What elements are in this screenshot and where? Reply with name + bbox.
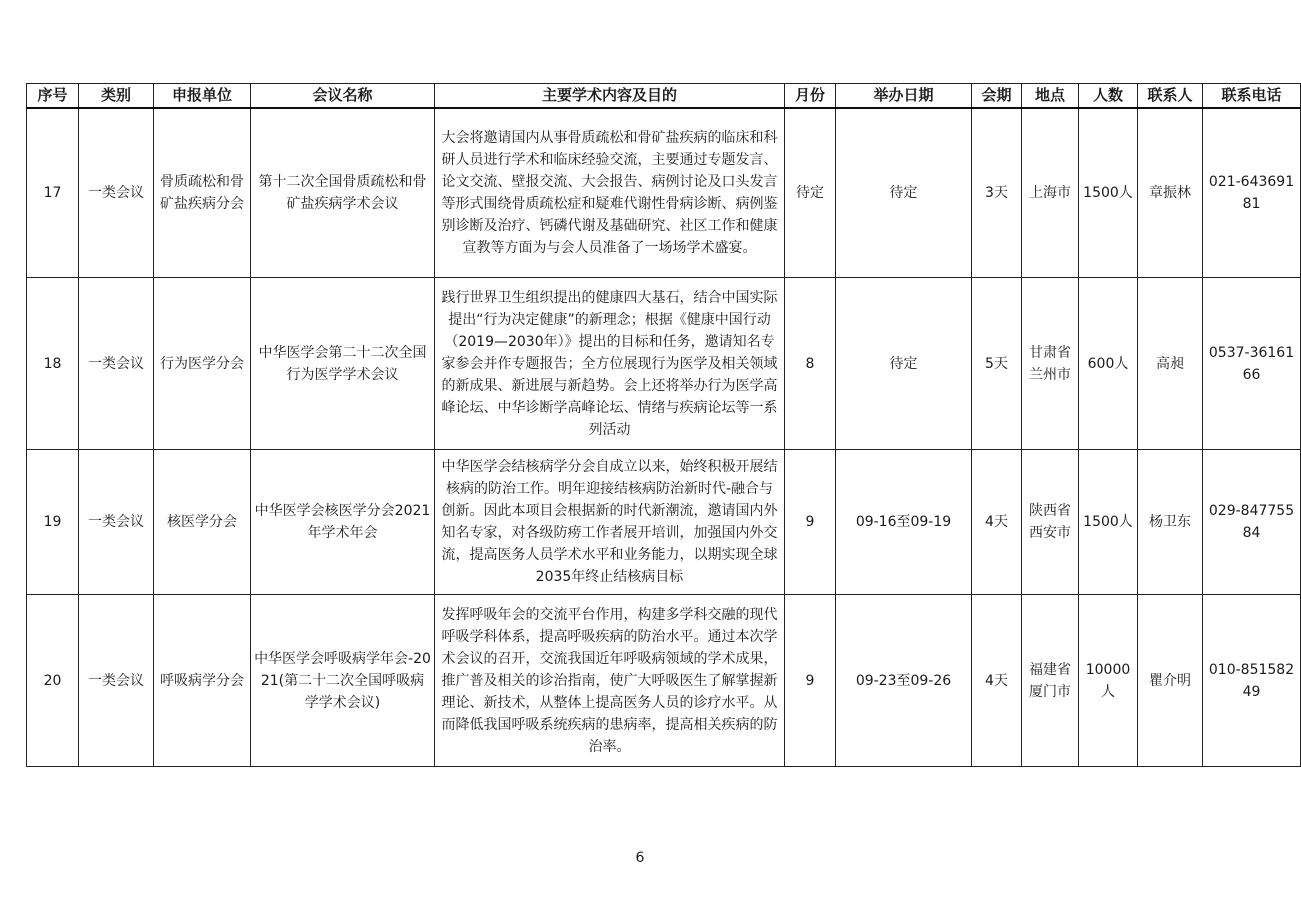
header-duration: 会期 xyxy=(972,84,1022,108)
cell-duration: 3天 xyxy=(972,108,1022,278)
cell-attendees: 10000人 xyxy=(1079,595,1138,767)
cell-date: 待定 xyxy=(836,108,972,278)
cell-contact: 杨卫东 xyxy=(1138,450,1203,595)
cell-location: 上海市 xyxy=(1022,108,1079,278)
cell-location: 甘肃省兰州市 xyxy=(1022,278,1079,450)
header-phone: 联系电话 xyxy=(1203,84,1301,108)
cell-duration: 5天 xyxy=(972,278,1022,450)
cell-name: 中华医学会第二十二次全国行为医学学术会议 xyxy=(251,278,435,450)
cell-phone: 010-85158249 xyxy=(1203,595,1301,767)
cell-date: 09-23至09-26 xyxy=(836,595,972,767)
cell-month: 8 xyxy=(785,278,836,450)
cell-phone: 021-64369181 xyxy=(1203,108,1301,278)
cell-unit: 骨质疏松和骨矿盐疾病分会 xyxy=(154,108,251,278)
cell-name: 中华医学会呼吸病学年会-2021(第二十二次全国呼吸病学学术会议) xyxy=(251,595,435,767)
cell-attendees: 1500人 xyxy=(1079,108,1138,278)
header-attendees: 人数 xyxy=(1079,84,1138,108)
header-name: 会议名称 xyxy=(251,84,435,108)
cell-content: 中华医学会结核病学分会自成立以来，始终积极开展结核病的防治工作。明年迎接结核病防治新时代-融合与创新。因此本项目会根据新的时代新潮流，邀请国内外知名专家，对各级防痨工作者展开培训，加强国内外交流，提高医务人员学术水平和业务能力，以期实现全球2035年终止结核病目标 xyxy=(435,450,785,595)
cell-unit: 呼吸病学分会 xyxy=(154,595,251,767)
cell-category: 一类会议 xyxy=(79,450,154,595)
cell-phone: 029-84775584 xyxy=(1203,450,1301,595)
cell-location: 陕西省西安市 xyxy=(1022,450,1079,595)
header-row xyxy=(27,84,1301,108)
cell-contact: 章振林 xyxy=(1138,108,1203,278)
cell-content: 践行世界卫生组织提出的健康四大基石，结合中国实际提出“行为决定健康”的新理念；根据《健康中国行动（2019—2030年）》提出的目标和任务，邀请知名专家参会并作专题报告；全方位展现行为医学及相关领域的新成果、新进展与新趋势。会上还将举办行为医学高峰论坛、中华诊断学高峰论坛、情绪与疾病论坛等一系列活动 xyxy=(435,278,785,450)
cell-month: 9 xyxy=(785,595,836,767)
cell-date: 待定 xyxy=(836,278,972,450)
header-content: 主要学术内容及目的 xyxy=(435,84,785,108)
cell-month: 待定 xyxy=(785,108,836,278)
header-category: 类别 xyxy=(79,84,154,108)
cell-content: 发挥呼吸年会的交流平台作用，构建多学科交融的现代呼吸学科体系，提高呼吸疾病的防治水平。通过本次学术会议的召开，交流我国近年呼吸病领域的学术成果，推广普及相关的诊治指南，使广大呼吸医生了解掌握新理论、新技术，从整体上提高医务人员的诊疗水平。从而降低我国呼吸系统疾病的患病率，提高相关疾病的防治率。 xyxy=(435,595,785,767)
cell-attendees: 600人 xyxy=(1079,278,1138,450)
page-number: 6 xyxy=(635,850,645,866)
cell-date: 09-16至09-19 xyxy=(836,450,972,595)
cell-seq: 19 xyxy=(27,450,79,595)
table-row xyxy=(27,595,1301,767)
cell-content: 大会将邀请国内从事骨质疏松和骨矿盐疾病的临床和科研人员进行学术和临床经验交流，主要通过专题发言、论文交流、壁报交流、大会报告、病例讨论及口头发言等形式围绕骨质疏松症和疑难代谢性骨病诊断、病例鉴别诊断及治疗、钙磷代谢及基础研究、社区工作和健康宣教等方面为与会人员准备了一场场学术盛宴。 xyxy=(435,108,785,278)
cell-seq: 17 xyxy=(27,108,79,278)
header-unit: 申报单位 xyxy=(154,84,251,108)
cell-seq: 20 xyxy=(27,595,79,767)
cell-contact: 高昶 xyxy=(1138,278,1203,450)
header-date: 举办日期 xyxy=(836,84,972,108)
cell-duration: 4天 xyxy=(972,450,1022,595)
table-row xyxy=(27,450,1301,595)
cell-seq: 18 xyxy=(27,278,79,450)
cell-unit: 行为医学分会 xyxy=(154,278,251,450)
cell-category: 一类会议 xyxy=(79,595,154,767)
cell-unit: 核医学分会 xyxy=(154,450,251,595)
table-row xyxy=(27,278,1301,450)
table-row xyxy=(27,108,1301,278)
header-contact: 联系人 xyxy=(1138,84,1203,108)
cell-phone: 0537-3616166 xyxy=(1203,278,1301,450)
cell-name: 中华医学会核医学分会2021年学术年会 xyxy=(251,450,435,595)
cell-name: 第十二次全国骨质疏松和骨矿盐疾病学术会议 xyxy=(251,108,435,278)
header-seq: 序号 xyxy=(27,84,79,108)
cell-category: 一类会议 xyxy=(79,278,154,450)
cell-attendees: 1500人 xyxy=(1079,450,1138,595)
header-month: 月份 xyxy=(785,84,836,108)
conference-table xyxy=(26,83,1301,767)
cell-location: 福建省厦门市 xyxy=(1022,595,1079,767)
cell-month: 9 xyxy=(785,450,836,595)
header-location: 地点 xyxy=(1022,84,1079,108)
cell-category: 一类会议 xyxy=(79,108,154,278)
cell-contact: 瞿介明 xyxy=(1138,595,1203,767)
cell-duration: 4天 xyxy=(972,595,1022,767)
